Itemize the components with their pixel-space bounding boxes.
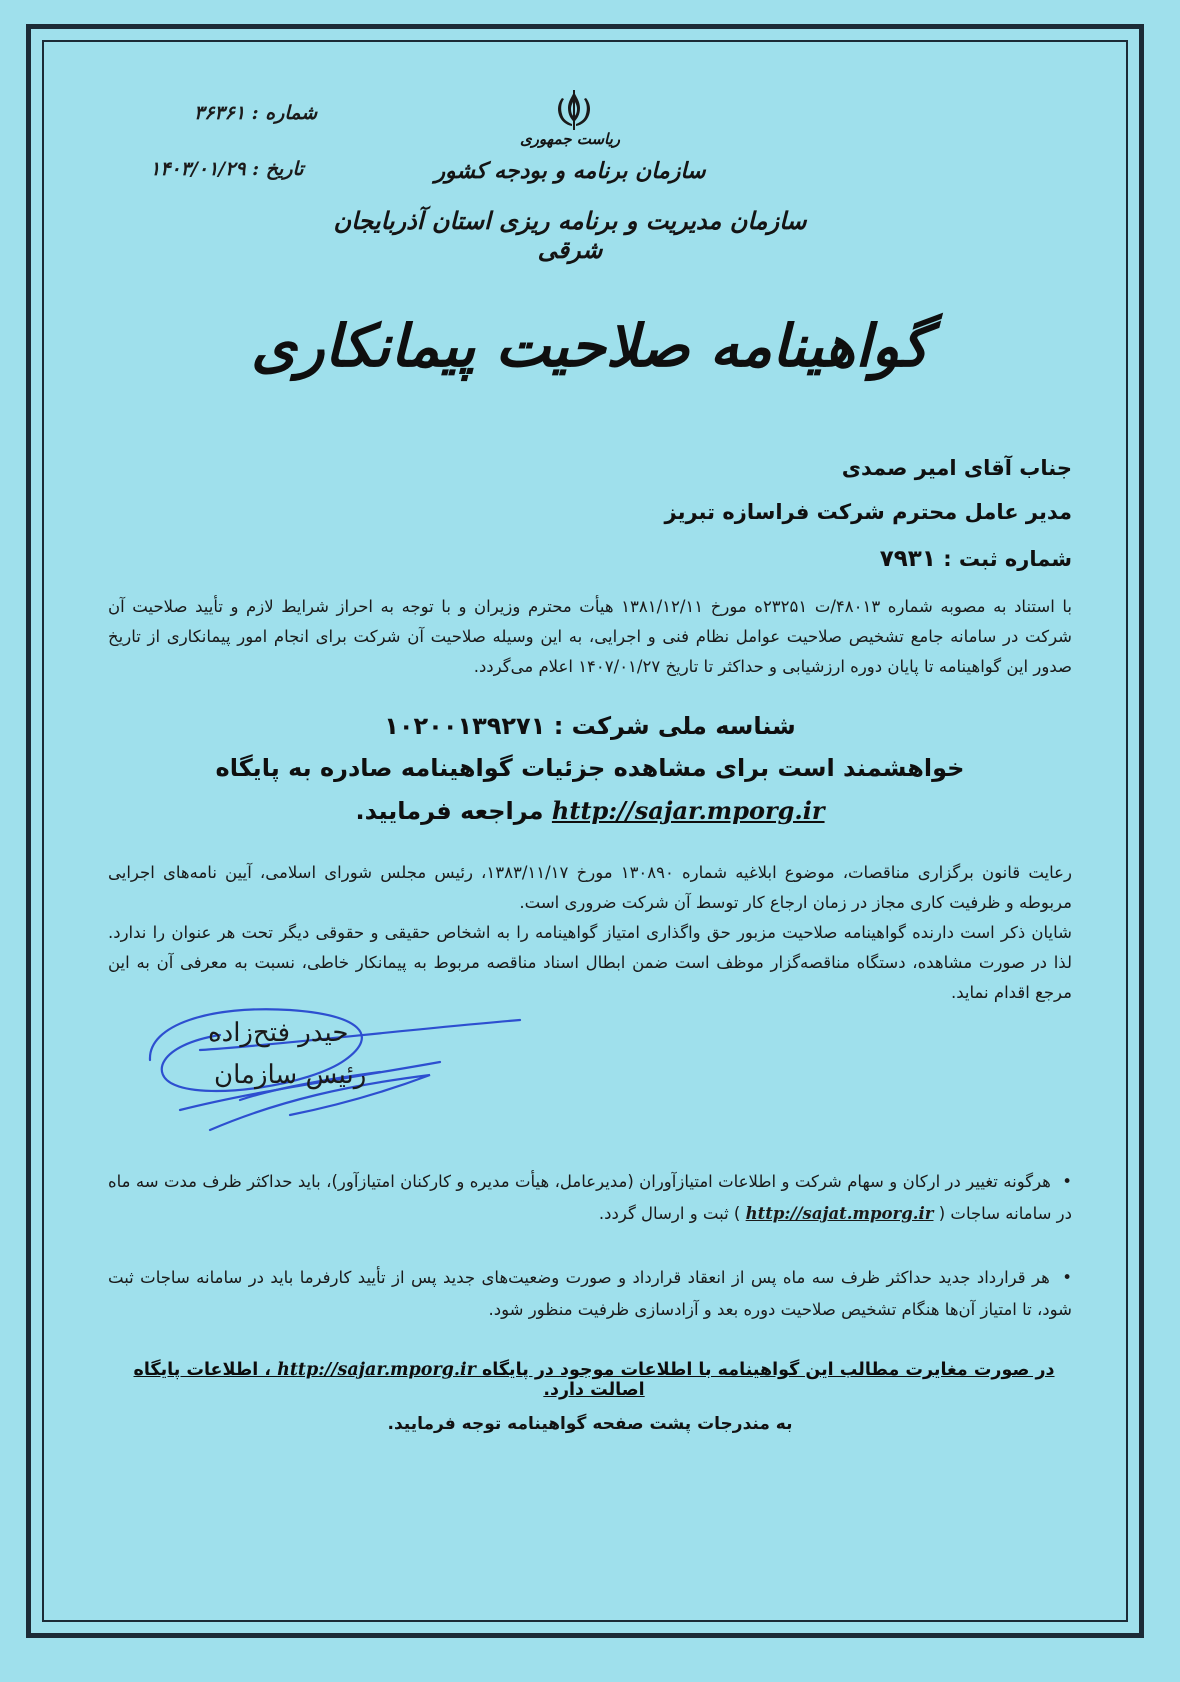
registration-number: [880, 546, 1072, 572]
bullet-dot-icon: •: [1062, 1172, 1072, 1191]
back-page-note: به مندرجات پشت صفحه گواهینامه توجه فرمایید.: [387, 1414, 793, 1434]
bullet-1-text-b: ) ثبت و ارسال گردد.: [598, 1204, 741, 1223]
details-line-2: [120, 796, 1060, 825]
recipient-position: مدیر عامل محترم شرکت فراسازه تبریز: [664, 500, 1072, 524]
letter-date-value: ۱۴۰۳/۰۱/۲۹: [150, 158, 246, 180]
details-line-1: خواهشمند است برای مشاهده جزئیات گواهینامه صادره به پایگاه: [215, 754, 965, 782]
letter-number-label: شماره :: [251, 102, 318, 124]
letter-number: [194, 102, 317, 124]
registration-value: ۷۹۳۱: [879, 546, 936, 572]
signatory-name: حیدر فتح‌زاده: [208, 1018, 349, 1048]
certificate-title: گواهینامه صلاحیت پیمانکاری: [251, 312, 929, 380]
bullet-dot-icon: •: [1062, 1268, 1073, 1287]
presidency-line: ریاست جمهوری: [519, 130, 621, 148]
warning-sajar-link[interactable]: http://sajar.mporg.ir: [277, 1360, 476, 1380]
national-id-line: [120, 712, 1060, 740]
bullet-item-1: [108, 1166, 1072, 1230]
bullet-2-text: هر قرارداد جدید حداکثر ظرف سه ماه پس از انعقاد قرارداد و صورت وضعیت‌های جدید پس از تأیید کارفرما باید در سامانه ساجات ثبت شود، تا امتیاز آن‌ها هنگام تشخیص صلاحیت دوره بعد و آزادسازی ظرفیت منظور شود.: [108, 1268, 1072, 1319]
details-line-2-suffix: مراجعه فرمایید.: [355, 797, 544, 825]
province-organization-line: سازمان مدیریت و برنامه ریزی استان آذربایجان شرقی: [333, 206, 807, 264]
letter-date: [150, 158, 304, 180]
organization-line: سازمان برنامه و بودجه کشور: [434, 158, 706, 184]
warning-text-b: ، اطلاعات پایگاه اصالت دارد.: [133, 1360, 645, 1400]
authenticity-warning: [120, 1360, 1068, 1400]
bullet-1-text-a: هرگونه تغییر در ارکان و سهام شرکت و اطلاعات امتیازآوران (مدیرعامل، هیأت مدیره و کارکنان امتیازآور)، باید حداکثر ظرف مدت سه ماه در سامانه ساجات (: [108, 1172, 1072, 1223]
recipient-name: جناب آقای امیر صمدی: [841, 456, 1072, 480]
warning-text-a: در صورت مغایرت مطالب این گواهینامه با اطلاعات موجود در پایگاه: [481, 1360, 1055, 1380]
letter-date-label: تاریخ :: [252, 158, 304, 180]
bullet-item-2: [108, 1262, 1072, 1326]
certificate-body-paragraph: با استناد به مصوبه شماره ۴۸۰۱۳/ت ۲۳۲۵۱ه مورخ ۱۳۸۱/۱۲/۱۱ هیأت محترم وزیران و با توجه به احراز شرایط لازم و تأیید صلاحیت آن شرکت در سامانه جامع تشخیص صلاحیت عوامل نظام فنی و اجرایی، به این وسیله صلاحیت آن شرکت برای انجام امور پیمانکاری از تاریخ صدور این گواهینامه تا پایان دوره ارزشیابی و حداکثر تا تاریخ ۱۴۰۷/۰۱/۲۷ اعلام می‌گردد.: [108, 597, 1073, 676]
national-id-value: ۱۰۲۰۰۱۳۹۲۷۱: [384, 712, 546, 740]
compliance-paragraph-1: رعایت قانون برگزاری مناقصات، موضوع ابلاغیه شماره ۱۳۰۸۹۰ مورخ ۱۳۸۳/۱۱/۱۷، رئیس مجلس شورای اسلامی، آیین نامه‌های اجرایی مربوطه و ظرفیت کاری مجاز در زمان ارجاع کار توسط آن شرکت ضروری است.: [108, 863, 1072, 912]
sajar-link[interactable]: http://sajar.mporg.ir: [551, 796, 825, 825]
registration-label: شماره ثبت :: [943, 547, 1072, 571]
signatory-title: رئیس سازمان: [214, 1060, 367, 1090]
iran-emblem-icon: [551, 88, 597, 134]
sajat-link[interactable]: http://sajat.mporg.ir: [745, 1204, 934, 1223]
compliance-paragraph-2: شایان ذکر است دارنده گواهینامه صلاحیت مزبور حق واگذاری امتیاز گواهینامه را به اشخاص حقیقی و حقوقی دیگر تحت هر عنوان را ندارد. لذا در صورت مشاهده، دستگاه مناقصه‌گزار موظف است ضمن ابطال اسناد مناقصه مربوط به پیمانکار خاطی، نسبت به معرفی آن به این مرجع اقدام نماید.: [108, 923, 1072, 1002]
national-id-label: شناسه ملی شرکت :: [553, 712, 796, 740]
letter-number-value: ۳۶۳۶۱: [194, 102, 246, 124]
